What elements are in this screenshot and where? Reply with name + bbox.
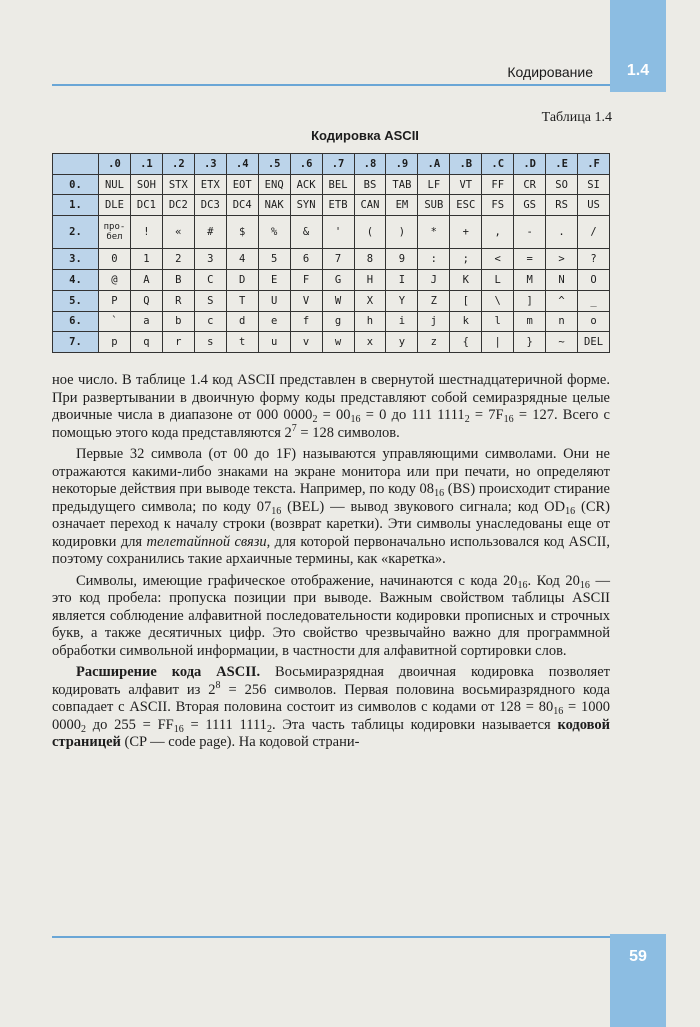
row-header: 7.	[53, 332, 99, 353]
table-cell: %	[258, 216, 290, 249]
table-cell: S	[194, 290, 226, 311]
table-cell: LF	[418, 174, 450, 195]
table-row	[53, 249, 610, 270]
table-title: Кодировка ASCII	[311, 128, 419, 143]
table-cell: DLE	[99, 195, 131, 216]
table-cell: f	[290, 311, 322, 332]
row-header: 4.	[53, 270, 99, 291]
table-cell: VT	[450, 174, 482, 195]
table-cell: 5	[258, 249, 290, 270]
table-cell: l	[482, 311, 514, 332]
table-cell: :	[418, 249, 450, 270]
table-cell: $	[226, 216, 258, 249]
row-header: 5.	[53, 290, 99, 311]
table-cell: M	[514, 270, 546, 291]
table-cell: H	[354, 270, 386, 291]
table-cell: 4	[226, 249, 258, 270]
section-number: 1.4	[626, 62, 650, 79]
table-cell: 3	[194, 249, 226, 270]
table-cell: s	[194, 332, 226, 353]
table-cell: ETX	[194, 174, 226, 195]
table-cell: ,	[482, 216, 514, 249]
column-header: .3	[194, 154, 226, 175]
table-cell: u	[258, 332, 290, 353]
table-cell: |	[482, 332, 514, 353]
table-cell: q	[130, 332, 162, 353]
table-cell: O	[578, 270, 610, 291]
table-cell: >	[546, 249, 578, 270]
table-cell: Z	[418, 290, 450, 311]
table-cell: 8	[354, 249, 386, 270]
table-row	[53, 311, 610, 332]
table-cell: Q	[130, 290, 162, 311]
column-header: .4	[226, 154, 258, 175]
table-cell: (	[354, 216, 386, 249]
ascii-table	[52, 153, 610, 353]
table-cell: 2	[162, 249, 194, 270]
table-cell: SYN	[290, 195, 322, 216]
table-cell: )	[386, 216, 418, 249]
table-cell: 6	[290, 249, 322, 270]
row-header: 1.	[53, 195, 99, 216]
page-number: 59	[629, 948, 647, 965]
table-cell: FS	[482, 195, 514, 216]
table-cell: F	[290, 270, 322, 291]
table-cell: STX	[162, 174, 194, 195]
column-header: .1	[130, 154, 162, 175]
table-cell: z	[418, 332, 450, 353]
table-number: Таблица 1.4	[541, 110, 612, 125]
table-cell: *	[418, 216, 450, 249]
table-cell: {	[450, 332, 482, 353]
table-cell: A	[130, 270, 162, 291]
table-cell: B	[162, 270, 194, 291]
table-cell: DC4	[226, 195, 258, 216]
column-header: .6	[290, 154, 322, 175]
column-header: .A	[418, 154, 450, 175]
table-cell: E	[258, 270, 290, 291]
column-header: .B	[450, 154, 482, 175]
table-cell: ESC	[450, 195, 482, 216]
row-header: 2.	[53, 216, 99, 249]
table-row	[53, 216, 610, 249]
table-cell: d	[226, 311, 258, 332]
table-cell: j	[418, 311, 450, 332]
table-cell: G	[322, 270, 354, 291]
section-tab	[610, 0, 666, 92]
table-cell: b	[162, 311, 194, 332]
table-cell: c	[194, 311, 226, 332]
table-cell: R	[162, 290, 194, 311]
table-cell: 7	[322, 249, 354, 270]
paragraph: Первые 32 символа (от 00 до 1F) называются управляющими символами. Они не отражаются какими-либо знаками на экране монитора или при печати, но определяют некоторые действия при выводе текста. Например, по коду $08_{16}$ (BS) происходит стирание предыдущего символа; по коду $07_{16}$ (BEL) — вывод звукового сигнала; код $OD_{16}$ (CR) означает переход к началу строки (возврат каретки). Эти символы унаследованы еще от кодировки для телетайпной связи, для которой первоначально использовался код ASCII, поэтому сохранились такие архаичные термины, как «каретка».	[52, 446, 610, 567]
header-rule	[52, 84, 610, 86]
table-cell: CR	[514, 174, 546, 195]
table-cell: !	[130, 216, 162, 249]
column-header: .2	[162, 154, 194, 175]
table-cell: =	[514, 249, 546, 270]
table-cell: o	[578, 311, 610, 332]
table-cell: N	[546, 270, 578, 291]
row-header: 0.	[53, 174, 99, 195]
table-row	[53, 270, 610, 291]
table-cell: '	[322, 216, 354, 249]
table-header-row	[53, 154, 610, 175]
table-cell: SI	[578, 174, 610, 195]
table-cell: SO	[546, 174, 578, 195]
table-cell: T	[226, 290, 258, 311]
table-cell: @	[99, 270, 131, 291]
table-row	[53, 174, 610, 195]
table-cell: K	[450, 270, 482, 291]
table-cell: I	[386, 270, 418, 291]
table-cell: J	[418, 270, 450, 291]
running-header: Кодирование	[507, 64, 593, 80]
table-cell: \	[482, 290, 514, 311]
table-cell: DEL	[578, 332, 610, 353]
table-cell: CAN	[354, 195, 386, 216]
column-header: .E	[546, 154, 578, 175]
table-cell: X	[354, 290, 386, 311]
table-cell: ENQ	[258, 174, 290, 195]
table-cell: 1	[130, 249, 162, 270]
table-cell: ~	[546, 332, 578, 353]
table-cell: }	[514, 332, 546, 353]
column-header: .C	[482, 154, 514, 175]
table-cell: U	[258, 290, 290, 311]
table-cell: w	[322, 332, 354, 353]
table-cell: &	[290, 216, 322, 249]
table-cell: Y	[386, 290, 418, 311]
column-header: .9	[386, 154, 418, 175]
table-row	[53, 332, 610, 353]
column-header: .5	[258, 154, 290, 175]
table-cell: L	[482, 270, 514, 291]
table-cell: .	[546, 216, 578, 249]
paragraph: Символы, имеющие графическое отображение, начинаются с кода $20_{16}$. Код $20_{16}$ — это код пробела: пропуска позиции при выводе. Важным свойством таблицы ASCII является соблюдение алфавитной последовательности кодировки прописных и строчных букв, а также десятичных цифр. Это свойство чрезвычайно важно для программной обработки символьной информации, в частности для алфавитной сортировки слов.	[52, 572, 610, 659]
column-header: .F	[578, 154, 610, 175]
table-cell: DC2	[162, 195, 194, 216]
paragraph: Расширение кода ASCII. Восьмиразрядная двоичная кодировка позволяет кодировать алфавит из $2^8 = 256$ символов. Первая половина восьмиразрядного кода совпадает с ASCII. Вторая половина состоит из символов с кодами от $128 = 80_{16} = 1000$ $0000_2$ до $255 = FF_{16} = 1111$ $1111_2$. Эта часть таблицы кодировки называется кодовой страницей (CP — code page). На кодовой страни-	[52, 664, 611, 750]
table-cell: n	[546, 311, 578, 332]
footer-rule	[52, 936, 610, 938]
table-cell: x	[354, 332, 386, 353]
table-cell: t	[226, 332, 258, 353]
table-cell: ACK	[290, 174, 322, 195]
table-cell: ;	[450, 249, 482, 270]
table-cell: h	[354, 311, 386, 332]
table-cell: DC1	[130, 195, 162, 216]
table-cell: a	[130, 311, 162, 332]
table-cell: -	[514, 216, 546, 249]
table-cell: SUB	[418, 195, 450, 216]
table-cell: m	[514, 311, 546, 332]
table-cell: P	[99, 290, 131, 311]
table-cell: 0	[99, 249, 131, 270]
table-cell: C	[194, 270, 226, 291]
table-cell: /	[578, 216, 610, 249]
table-cell: DC3	[194, 195, 226, 216]
column-header: .7	[322, 154, 354, 175]
column-header: .8	[354, 154, 386, 175]
table-row	[53, 195, 610, 216]
column-header: .0	[99, 154, 131, 175]
table-cell: <	[482, 249, 514, 270]
table-cell: [	[450, 290, 482, 311]
table-cell: ?	[578, 249, 610, 270]
table-cell: ETB	[322, 195, 354, 216]
table-cell: `	[99, 311, 131, 332]
table-corner	[53, 154, 99, 175]
table-cell: g	[322, 311, 354, 332]
table-cell: TAB	[386, 174, 418, 195]
table-cell: 9	[386, 249, 418, 270]
table-cell: NUL	[99, 174, 131, 195]
page-tab	[610, 934, 666, 1027]
table-row	[53, 290, 610, 311]
table-cell: +	[450, 216, 482, 249]
column-header: .D	[514, 154, 546, 175]
table-cell: NAK	[258, 195, 290, 216]
table-cell: BS	[354, 174, 386, 195]
table-cell: k	[450, 311, 482, 332]
table-cell: BEL	[322, 174, 354, 195]
table-cell: v	[290, 332, 322, 353]
row-header: 6.	[53, 311, 99, 332]
table-cell: W	[322, 290, 354, 311]
table-cell: i	[386, 311, 418, 332]
table-cell: EM	[386, 195, 418, 216]
table-cell: D	[226, 270, 258, 291]
table-cell: ]	[514, 290, 546, 311]
table-cell: _	[578, 290, 610, 311]
table-cell: «	[162, 216, 194, 249]
body-text	[52, 372, 610, 752]
table-cell: #	[194, 216, 226, 249]
table-cell: GS	[514, 195, 546, 216]
table-cell: SOH	[130, 174, 162, 195]
table-cell: e	[258, 311, 290, 332]
table-cell: FF	[482, 174, 514, 195]
table-cell: US	[578, 195, 610, 216]
table-cell: RS	[546, 195, 578, 216]
table-cell: EOT	[226, 174, 258, 195]
paragraph: ное число. В таблице 1.4 код ASCII представлен в свернутой шестнадцатеричной форме. При развертывании в двоичную форму коды представляют собой семиразрядные целые двоичные числа в диапазоне от 000 $0000_2 = 00_{16} = 0$ до 111 $1111_2 = 7F_{16} = 127$. Всего с помощью этого кода представляются $2^7 = 128$ символов.	[52, 372, 610, 441]
table-cell: y	[386, 332, 418, 353]
table-cell: p	[99, 332, 131, 353]
table-cell: про-бел	[99, 216, 131, 249]
table-cell: ^	[546, 290, 578, 311]
table-cell: V	[290, 290, 322, 311]
table-cell: r	[162, 332, 194, 353]
row-header: 3.	[53, 249, 99, 270]
